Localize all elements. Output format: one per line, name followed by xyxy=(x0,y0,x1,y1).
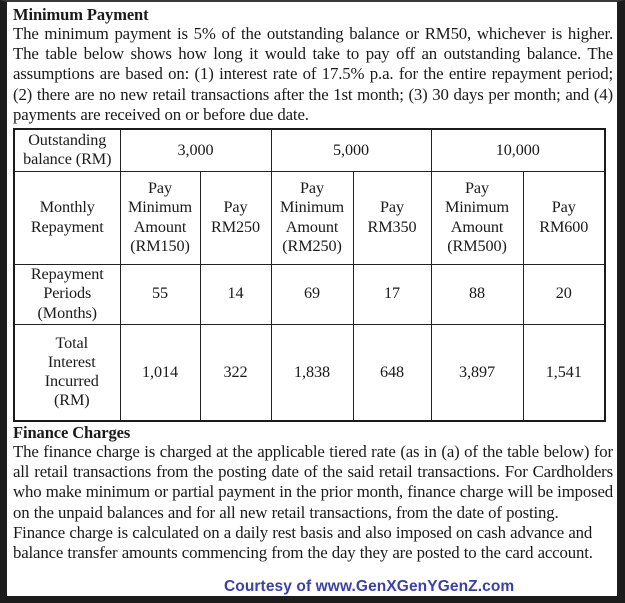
table-row-outstanding-balance xyxy=(14,129,605,171)
table-cell-periods-5: 88 xyxy=(431,264,523,324)
table-cell-interest-1: 1,014 xyxy=(120,324,200,421)
row-header-line-1: Outstanding xyxy=(28,131,107,150)
table-cell-interest-2: 322 xyxy=(200,324,271,421)
cell-line-3: Amount xyxy=(285,217,339,236)
table-cell-repayment-option-4 xyxy=(353,171,431,264)
cell-line-1: Pay xyxy=(465,179,489,198)
row-header-line-2: balance (RM) xyxy=(23,150,112,169)
table-cell-periods-3: 69 xyxy=(271,264,353,324)
row-header-line-1: Total xyxy=(55,333,89,352)
table-cell-periods-1: 55 xyxy=(120,264,200,324)
cell-line-2: Minimum xyxy=(127,198,193,217)
cell-line-3: Amount xyxy=(133,217,187,236)
row-header-repayment-periods xyxy=(14,264,120,324)
row-header-line-1: Repayment xyxy=(30,265,104,284)
cell-line-2: Minimum xyxy=(444,198,510,217)
table-row-total-interest xyxy=(14,324,605,421)
finance-charges-heading: Finance Charges xyxy=(13,423,131,443)
cell-line-1: Pay xyxy=(300,179,324,198)
row-header-line-3: (Months) xyxy=(37,303,97,322)
table-cell-interest-5: 3,897 xyxy=(431,324,523,421)
cell-line-4: (RM500) xyxy=(447,236,507,255)
finance-charges-paragraph-2: Finance charge is calculated on a daily rest basis and also imposed on cash advance and balance transfer amounts commencing from the day they are posted to the card account. xyxy=(13,522,593,563)
cell-line-1: Pay xyxy=(223,198,248,217)
table-cell-balance-3: 10,000 xyxy=(431,129,605,171)
row-header-line-4: (RM) xyxy=(53,391,90,410)
cell-line-2: RM600 xyxy=(539,217,589,236)
cell-line-4: (RM150) xyxy=(130,236,190,255)
table-cell-balance-2: 5,000 xyxy=(271,129,431,171)
minimum-payment-heading: Minimum Payment xyxy=(13,5,149,24)
table-cell-interest-6: 1,541 xyxy=(523,324,605,421)
row-header-line-3: Incurred xyxy=(44,372,99,391)
cell-line-2: Minimum xyxy=(279,198,345,217)
table-cell-repayment-option-1 xyxy=(120,171,200,264)
table-cell-repayment-option-3 xyxy=(271,171,353,264)
document-content xyxy=(7,2,617,596)
cell-line-1: Pay xyxy=(551,198,576,217)
table-cell-balance-1: 3,000 xyxy=(120,129,271,171)
table-cell-periods-2: 14 xyxy=(200,264,271,324)
row-header-outstanding-balance xyxy=(14,129,120,171)
finance-charges-paragraph-1: The finance charge is charged at the applicable tiered rate (as in (a) of the table below) for all retail transactions from the posting date of the said retail transactions. For Cardholders who make minimum or partial payment in the prior month, finance charge will be imposed on the unpaid balances and for all new retail transactions, from the date of posting. xyxy=(13,442,613,522)
row-header-line-2: Repayment xyxy=(30,217,104,236)
courtesy-watermark: Courtesy of www.GenXGenYGenZ.com xyxy=(224,578,515,595)
cell-line-1: Pay xyxy=(380,198,404,217)
minimum-payment-paragraph: The minimum payment is 5% of the outstanding balance or RM50, whichever is higher. The table below shows how long it would take to pay off an outstanding balance. The assumptions are based on: (1) interest rate of 17.5% p.a. for the entire repayment period; (2) there are no new retail transactions after the 1st month; (3) 30 days per month; and (4) payments are received on or before due date. xyxy=(13,24,613,124)
table-cell-interest-3: 1,838 xyxy=(271,324,353,421)
table-cell-repayment-option-5 xyxy=(431,171,523,264)
row-header-line-2: Interest xyxy=(47,353,96,372)
cell-line-4: (RM250) xyxy=(282,236,342,255)
table-cell-periods-6: 20 xyxy=(523,264,605,324)
table-row-repayment-periods xyxy=(14,264,605,324)
row-header-total-interest xyxy=(14,324,120,421)
cell-line-2: RM250 xyxy=(211,217,260,236)
table-row-monthly-repayment xyxy=(14,171,605,264)
cell-line-2: RM350 xyxy=(367,217,417,236)
row-header-monthly-repayment xyxy=(14,171,120,264)
table-cell-repayment-option-6 xyxy=(523,171,605,264)
table-cell-interest-4: 648 xyxy=(353,324,431,421)
minimum-payment-table xyxy=(13,128,606,422)
cell-line-3: Amount xyxy=(450,217,504,236)
row-header-line-1: Monthly xyxy=(39,198,95,217)
table-cell-repayment-option-2 xyxy=(200,171,271,264)
table-cell-periods-4: 17 xyxy=(353,264,431,324)
cell-line-1: Pay xyxy=(148,179,172,198)
row-header-line-2: Periods xyxy=(43,284,92,303)
